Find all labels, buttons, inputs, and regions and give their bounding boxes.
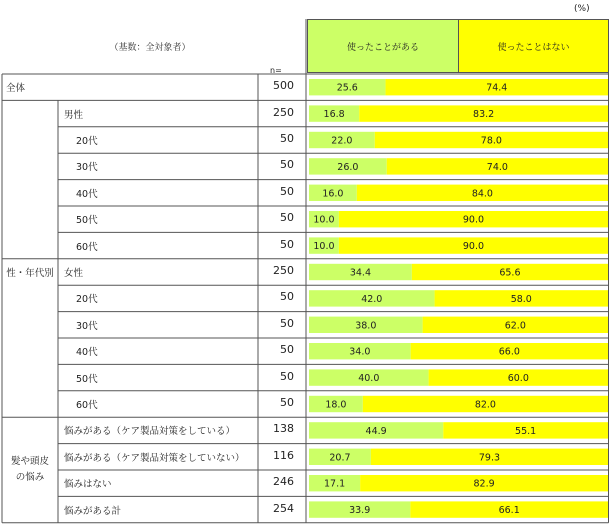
row-n-value: 138 bbox=[273, 422, 294, 436]
bar-not-used-label: 60.0 bbox=[507, 373, 529, 385]
row-label: 悩みがある（ケア製品対策をしている） bbox=[64, 426, 236, 438]
row-n-value: 50 bbox=[280, 158, 294, 172]
legend-used-label: 使ったことがある bbox=[346, 42, 419, 53]
bar-not-used-label: 62.0 bbox=[504, 320, 526, 332]
row-label: 女性 bbox=[64, 268, 84, 279]
legend-not-used-label: 使ったことはない bbox=[497, 42, 570, 53]
bar-used-label: 17.1 bbox=[323, 478, 346, 490]
bar-used-label: 34.0 bbox=[349, 346, 371, 358]
bar-not-used-label: 83.2 bbox=[473, 109, 495, 121]
row-label: 全体 bbox=[6, 83, 26, 95]
bar-not-used-label: 74.0 bbox=[486, 161, 508, 173]
bar-used-label: 40.0 bbox=[358, 373, 380, 385]
group-gender-age: 性・年代別 bbox=[6, 268, 54, 279]
bar-used-label: 34.4 bbox=[349, 267, 372, 279]
bar-used-label: 16.0 bbox=[322, 188, 344, 200]
bar-used-label: 42.0 bbox=[361, 293, 383, 305]
bar-not-used-label: 65.6 bbox=[499, 267, 521, 279]
row-label: 30代 bbox=[76, 320, 98, 332]
bar-used-label: 38.0 bbox=[355, 320, 377, 332]
bar-not-used-label: 82.9 bbox=[473, 478, 495, 490]
bar-not-used-label: 82.0 bbox=[474, 399, 496, 411]
row-n-value: 50 bbox=[280, 237, 294, 251]
row-n-value: 50 bbox=[280, 132, 294, 145]
row-label: 20代 bbox=[76, 136, 98, 147]
row-label: 40代 bbox=[76, 188, 98, 200]
row-label: 30代 bbox=[76, 162, 98, 174]
n-header-label: n= bbox=[270, 66, 282, 75]
unit-label: (%) bbox=[574, 4, 590, 14]
row-label: 60代 bbox=[76, 400, 98, 411]
row-n-value: 50 bbox=[280, 316, 294, 330]
bar-used-label: 44.9 bbox=[365, 425, 387, 437]
bar-not-used-label: 55.1 bbox=[515, 425, 537, 437]
row-label: 40代 bbox=[76, 347, 98, 359]
row-label: 悩みがある計 bbox=[64, 505, 122, 517]
bar-used-label: 10.0 bbox=[313, 214, 335, 226]
row-n-value: 50 bbox=[280, 343, 294, 357]
group-hair-scalp-line1: 髪や頭皮 bbox=[10, 456, 49, 467]
bar-not-used-label: 78.0 bbox=[480, 135, 502, 147]
bar-not-used-label: 84.0 bbox=[471, 188, 493, 200]
row-label: 男性 bbox=[64, 109, 84, 121]
bar-used-label: 26.0 bbox=[337, 161, 359, 173]
row-n-value: 246 bbox=[273, 475, 294, 489]
row-n-value: 50 bbox=[280, 290, 294, 304]
row-n-value: 50 bbox=[280, 184, 294, 198]
row-label: 悩みはない bbox=[64, 479, 112, 491]
bar-used-label: 20.7 bbox=[329, 452, 351, 464]
bar-not-used-label: 66.0 bbox=[498, 346, 520, 358]
row-label: 50代 bbox=[76, 373, 98, 385]
bar-used-label: 16.8 bbox=[323, 109, 345, 121]
bar-used-label: 25.6 bbox=[336, 82, 358, 94]
bar-not-used-label: 79.3 bbox=[478, 452, 501, 464]
row-n-value: 50 bbox=[280, 211, 294, 225]
row-n-value: 250 bbox=[273, 264, 294, 277]
row-n-value: 254 bbox=[273, 501, 294, 515]
row-n-value: 500 bbox=[273, 79, 294, 93]
bar-not-used-label: 66.1 bbox=[498, 505, 520, 517]
row-n-value: 250 bbox=[273, 105, 294, 119]
row-n-value: 50 bbox=[280, 369, 294, 383]
group-hair-scalp-line2: の悩み bbox=[15, 472, 45, 483]
row-n-value: 116 bbox=[273, 448, 294, 462]
bar-used-label: 33.9 bbox=[349, 505, 371, 517]
bar-not-used-label: 90.0 bbox=[462, 241, 485, 253]
row-label: 悩みがある（ケア製品対策をしていない） bbox=[64, 452, 245, 464]
bar-used-label: 10.0 bbox=[313, 241, 335, 253]
bar-used-label: 18.0 bbox=[325, 399, 347, 411]
basis-label: （基数：全対象者） bbox=[109, 43, 191, 53]
bar-not-used-label: 58.0 bbox=[510, 293, 532, 305]
row-label: 20代 bbox=[76, 294, 98, 306]
row-n-value: 50 bbox=[280, 396, 294, 409]
bar-not-used-label: 90.0 bbox=[462, 214, 485, 226]
bar-not-used-label: 74.4 bbox=[486, 82, 508, 94]
row-label: 50代 bbox=[76, 215, 98, 227]
bar-used-label: 22.0 bbox=[331, 135, 353, 147]
row-label: 60代 bbox=[76, 241, 98, 253]
